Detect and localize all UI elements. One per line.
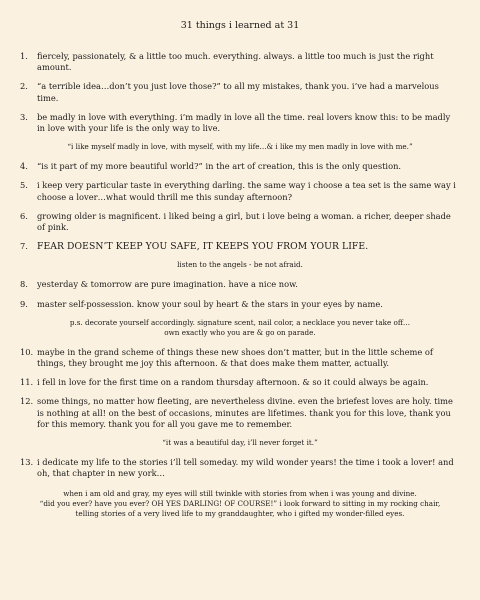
item-text: i fell in love for the first time on a random thursday afternoon. & so it could always be again. (37, 377, 429, 388)
list-item (20, 211, 460, 233)
list-item (20, 457, 460, 479)
pull-quote: “it was a beautiful day, i’ll never forget it.” (162, 438, 318, 448)
item-number: 2. (20, 81, 28, 92)
page-title: 31 things i learned at 31 (180, 20, 300, 31)
numbered-list (20, 51, 460, 479)
item-text: i keep very particular taste in everything darling. the same way i choose a tea set is the same way i choose a lover…what would thrill me this sunday afternoon? (37, 180, 456, 202)
pull-quote-ps (20, 318, 460, 338)
item-number: 10. (20, 346, 34, 357)
list-item (20, 396, 460, 430)
item-text: “a terrible idea…don’t you just love those?” to all my mistakes, thank you. i’ve had a marvelous time. (37, 81, 439, 103)
item-text: yesterday & tomorrow are pure imagination. have a nice now. (37, 279, 298, 290)
pull-quote-line: p.s. decorate yourself accordingly. signature scent, nail color, a necklace you never take off… (69, 317, 411, 327)
item-text: fiercely, passionately, & a little too much. everything. always. a little too much is just the right amount. (37, 51, 434, 73)
item-text: some things, no matter how fleeting, are nevertheless divine. even the briefest loves are holy. time is nothing at all! on the best of occasions, minutes are lifetimes. thank you for this love, thank you for this memory. thank you for all you gave me to remember. (37, 396, 453, 429)
closing-line: “did you ever? have you ever? OH YES DARLING! OF COURSE!” i look forward to sitting in my rocking chair, (39, 499, 441, 509)
item-text: growing older is magnificent. i liked being a girl, but i love being a woman. a richer, deeper shade of pink. (37, 210, 451, 233)
item-text: be madly in love with everything. i’m madly in love all the time. real lovers know this: to be madly in love with your life is the only way to live. (37, 111, 451, 134)
item-text: maybe in the grand scheme of things these new shoes don’t matter, but in the little scheme of things, they brought me joy this afternoon. & that does make them matter, actually. (37, 346, 433, 369)
item-number: 6. (20, 210, 28, 221)
item-number: 1. (20, 51, 28, 61)
list-item (20, 299, 460, 310)
item-number: 4. (20, 161, 28, 172)
item-text: “is it part of my more beautiful world?” in the art of creation, this is the only question. (37, 161, 402, 172)
item-number: 12. (20, 396, 34, 407)
list-item (20, 279, 460, 290)
item-number: 13. (20, 457, 34, 468)
pull-quote-line: own exactly who you are & go on parade. (164, 327, 316, 337)
list-item (20, 241, 460, 252)
list-item (20, 161, 460, 172)
list-item (20, 347, 460, 369)
item-number: 5. (20, 180, 28, 191)
closing-line: when i am old and gray, my eyes will still twinkle with stories from when i was young and divine. (63, 489, 417, 499)
item-text: FEAR DOESN’T KEEP YOU SAFE, IT KEEPS YOU FROM YOUR LIFE. (37, 241, 369, 253)
item-number: 7. (20, 241, 28, 252)
item-number: 9. (20, 298, 28, 309)
list-item (20, 81, 460, 103)
item-text: i dedicate my life to the stories i’ll tell someday. my wild wonder years! the time i took a lover! and oh, that chapter in new york… (37, 457, 454, 479)
closing-passage (20, 489, 460, 519)
list-item (20, 180, 460, 202)
closing-line: telling stories of a very lived life to my granddaughter, who i gifted my wonder-filled eyes. (75, 509, 405, 519)
list-item (20, 112, 460, 134)
pull-quote: “i like myself madly in love, with myself, with my life…& i like my men madly in love with me.” (67, 142, 413, 152)
item-number: 11. (20, 377, 34, 388)
item-number: 8. (20, 279, 28, 290)
list-item (20, 51, 460, 73)
item-text: master self-possession. know your soul by heart & the stars in your eyes by name. (37, 298, 383, 309)
item-number: 3. (20, 111, 28, 122)
list-item (20, 377, 460, 388)
pull-quote: listen to the angels - be not afraid. (177, 260, 303, 270)
